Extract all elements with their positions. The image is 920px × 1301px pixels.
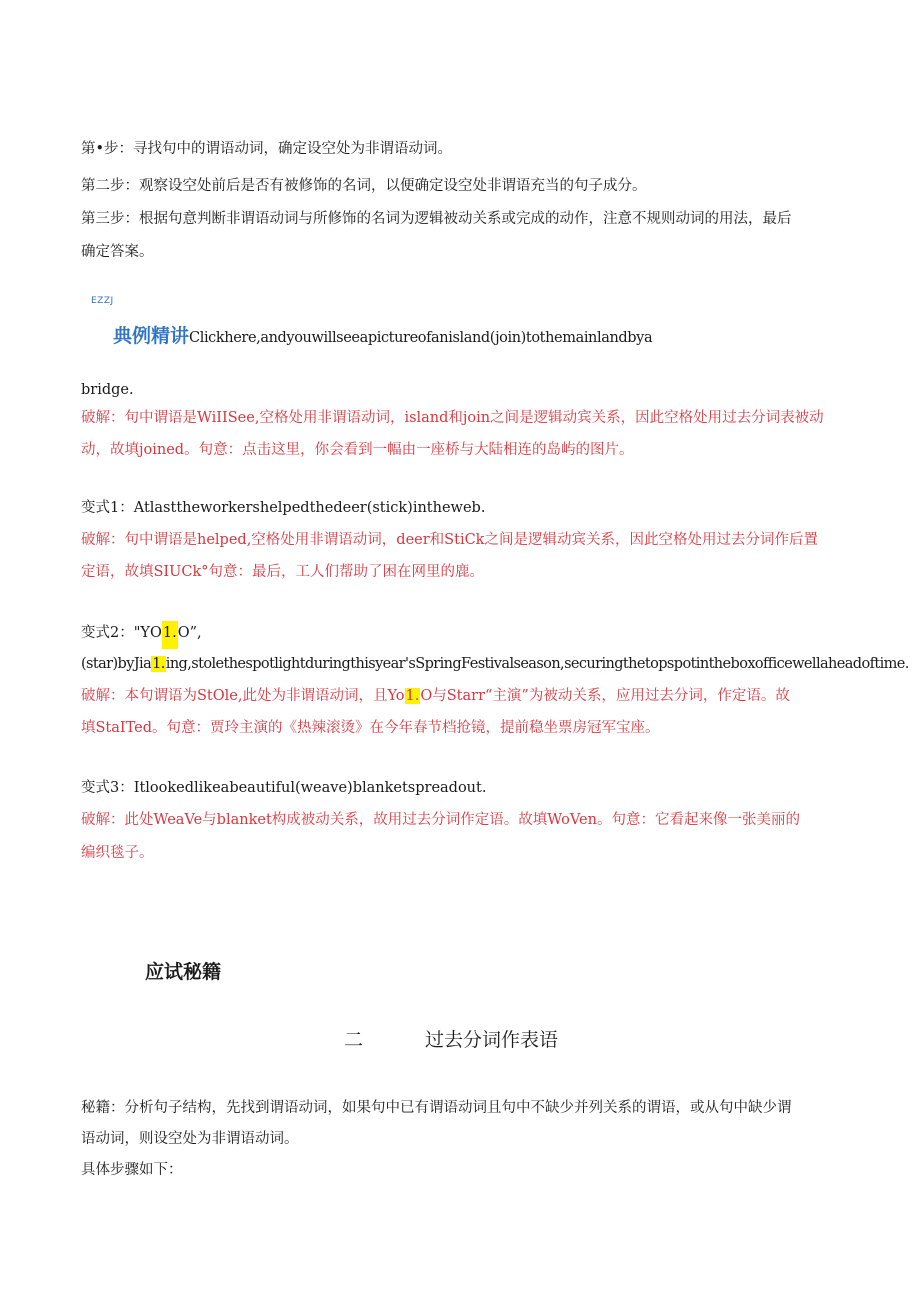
step-1-text: 第•步：寻找句中的谓语动词，确定设空处为非谓语动词。 <box>81 141 453 157</box>
example-row <box>113 324 652 350</box>
section-title: 应试秘籍 <box>145 961 222 983</box>
highlight-mark: 1. <box>405 688 420 704</box>
highlight-mark: 1. <box>162 621 178 649</box>
step-3-text-line1: 第三步：根据句意判断非谓语动词与所修饰的名词为逻辑被动关系或完成的动作，注意不规则动词的用法，最后 <box>81 211 792 227</box>
variant1-sentence: 变式1：Atlasttheworkershelpedthedeer(stick)intheweb. <box>81 500 486 516</box>
step-2-text: 第二步：观察设空处前后是否有被修饰的名词，以便确定设空处非谓语充当的句子成分。 <box>81 178 647 194</box>
example-analysis-line2: 动，故填joined。句意：点击这里，你会看到一幅由一座桥与大陆相连的岛屿的图片。 <box>81 442 634 458</box>
variant2-sentence <box>81 654 909 674</box>
variant2-analysis-pre: 破解：本句谓语为StOle,此处为非谓语动词，且Yo <box>81 688 405 704</box>
variant1-analysis-line2: 定语，故填SIUCk°句意：最后，工人们帮助了困在网里的鹿。 <box>81 564 485 580</box>
example-heading: 典例精讲 <box>113 325 190 347</box>
step-3-text-line2: 确定答案。 <box>81 244 154 260</box>
variant2-analysis-line1 <box>81 686 790 706</box>
variant2-label <box>81 623 202 643</box>
variant2-label-post: O”, <box>177 625 202 641</box>
variant2-line2-post: ing,stolethespotlightduringthisyear'sSpringFestivalseason,securingthetopspotintheboxofficewellaheadoftime. <box>165 656 909 672</box>
variant3-analysis-line2: 编织毯子。 <box>81 845 154 861</box>
variant3-analysis-line1: 破解：此处WeaVe与blanket构成被动关系，故用过去分词作定语。故填WoVen。句意：它看起来像一张美丽的 <box>81 812 800 828</box>
variant2-label-pre: 变式2："YO <box>81 625 162 641</box>
variant2-analysis-line2: 填StaITed。句意：贾玲主演的《热辣滚烫》在今年春节档抢镜，提前稳坐票房冠军宝座。 <box>81 720 660 736</box>
variant3-sentence: 变式3：Itlookedlikeabeautiful(weave)blanketspreadout. <box>81 780 487 796</box>
highlight-mark: 1. <box>152 656 165 672</box>
subsection-number: 二 <box>344 1029 364 1051</box>
ezzj-logo: EZZJ <box>91 296 114 306</box>
example-sentence-part2: bridge. <box>81 382 134 398</box>
example-sentence-part1: Clickhere,andyouwillseeapictureofanisland(join)tothemainlandbya <box>189 330 653 346</box>
variant1-analysis-line1: 破解：句中谓语是helped,空格处用非谓语动词，deer和StiCk之间是逻辑动宾关系，因此空格处用过去分词作后置 <box>81 532 818 548</box>
variant2-line2-pre: (star)byJia <box>81 656 152 672</box>
subsection-title: 过去分词作表语 <box>425 1029 559 1051</box>
variant2-analysis-post: O与Starr“主演”为被动关系，应用过去分词，作定语。故 <box>420 688 790 704</box>
secret-line3: 具体步骤如下： <box>81 1162 183 1178</box>
example-analysis-line1: 破解：句中谓语是WiIISee,空格处用非谓语动词，island和join之间是逻辑动宾关系，因此空格处用过去分词表被动 <box>81 410 824 426</box>
secret-line2: 语动词，则设空处为非谓语动词。 <box>81 1131 299 1147</box>
secret-line1: 秘籍：分析句子结构，先找到谓语动词，如果句中已有谓语动词且句中不缺少并列关系的谓语，或从句中缺少谓 <box>81 1100 792 1116</box>
